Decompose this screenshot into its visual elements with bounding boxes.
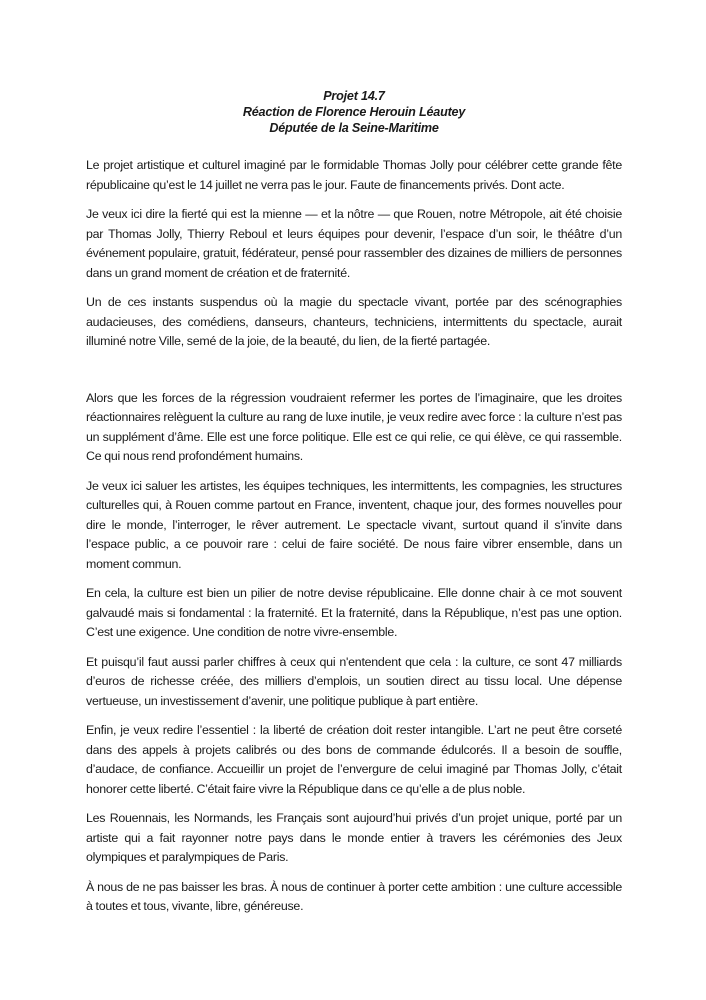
author-role: Députée de la Seine-Maritime [269,121,439,135]
document-page [86,88,622,927]
paragraph: Et puisqu’il faut aussi parler chiffres à ceux qui n'entendent que cela : la culture, ce sont 47 milliards d’euros de richesse créée, des milliers d’emplois, un soutien direct au tissu local. Une dépense vertueuse, un investissement d’avenir, une politique publique à part entière. [86,654,622,708]
paragraph: Je veux ici dire la fierté qui est la mienne — et la nôtre — que Rouen, notre Métropole, ait été choisie par Thomas Jolly, Thierry Reboul et leurs équipes pour devenir, l’espace d’un soir, le théâtre d’un événement populaire, gratuit, fédérateur, pensé pour rassembler des dizaines de milliers de personnes dans un grand moment de création et de fraternité. [86,207,622,280]
paragraph: À nous de ne pas baisser les bras. À nous de continuer à porter cette ambition : une culture accessible à toutes et tous, vivante, libre, généreuse. [86,879,622,913]
paragraph: Les Rouennais, les Normands, les Français sont aujourd’hui privés d’un projet unique, porté par un artiste qui a fait rayonner notre pays dans le monde entier à travers les cérémonies des Jeux olympiques et paralympiques de Paris. [86,811,622,864]
paragraph: Le projet artistique et culturel imaginé par le formidable Thomas Jolly pour célébrer cette grande fête républicaine qu’est le 14 juillet ne verra pas le jour. Faute de financements privés. Dont acte. [86,158,622,192]
document-header [86,88,622,136]
project-title: Projet 14.7 [323,89,385,103]
document-body [86,156,622,917]
paragraph: En cela, la culture est bien un pilier de notre devise républicaine. Elle donne chair à ce mot souvent galvaudé mais si fondamental : la fraternité. Et la fraternité, dans la République, n’est pas une option. C’est une exigence. Une condition de notre vivre-ensemble. [86,586,622,639]
paragraph: Enfin, je veux redire l’essentiel : la liberté de création doit rester intangible. L’art ne peut être corseté dans des appels à projets calibrés ou des bons de commande édulcorés. Il a besoin de souffle, d’audace, de confiance. Accueillir un projet de l’envergure de celui imaginé par Thomas Jolly, c’était honorer cette liberté. C’était faire vivre la République dans ce qu’elle a de plus noble. [86,723,622,796]
reaction-author: Réaction de Florence Herouin Léautey [242,105,466,119]
paragraph: Je veux ici saluer les artistes, les équipes techniques, les intermittents, les compagnies, les structures culturelles qui, à Rouen comme partout en France, inventent, chaque jour, des formes nouvelles pour dire le monde, l’interroger, le rêver autrement. Le spectacle vivant, surtout quand il s’invite dans l’espace public, a ce pouvoir rare : celui de faire société. De nous faire vibrer ensemble, dans un moment commun. [86,478,622,571]
paragraph: Alors que les forces de la régression voudraient refermer les portes de l’imaginaire, que les droites réactionnaires relèguent la culture au rang de luxe inutile, je veux redire avec force : la culture n’est pas un supplément d’âme. Elle est une force politique. Elle est ce qui relie, ce qui élève, ce qui rassemble. Ce qui nous rend profondément humains. [86,390,622,463]
paragraph: Un de ces instants suspendus où la magie du spectacle vivant, portée par des scénographies audacieuses, des comédiens, danseurs, chanteurs, techniciens, intermittents du spectacle, aurait illuminé notre Ville, semé de la joie, de la beauté, du lien, de la fierté partagée. [86,295,622,348]
